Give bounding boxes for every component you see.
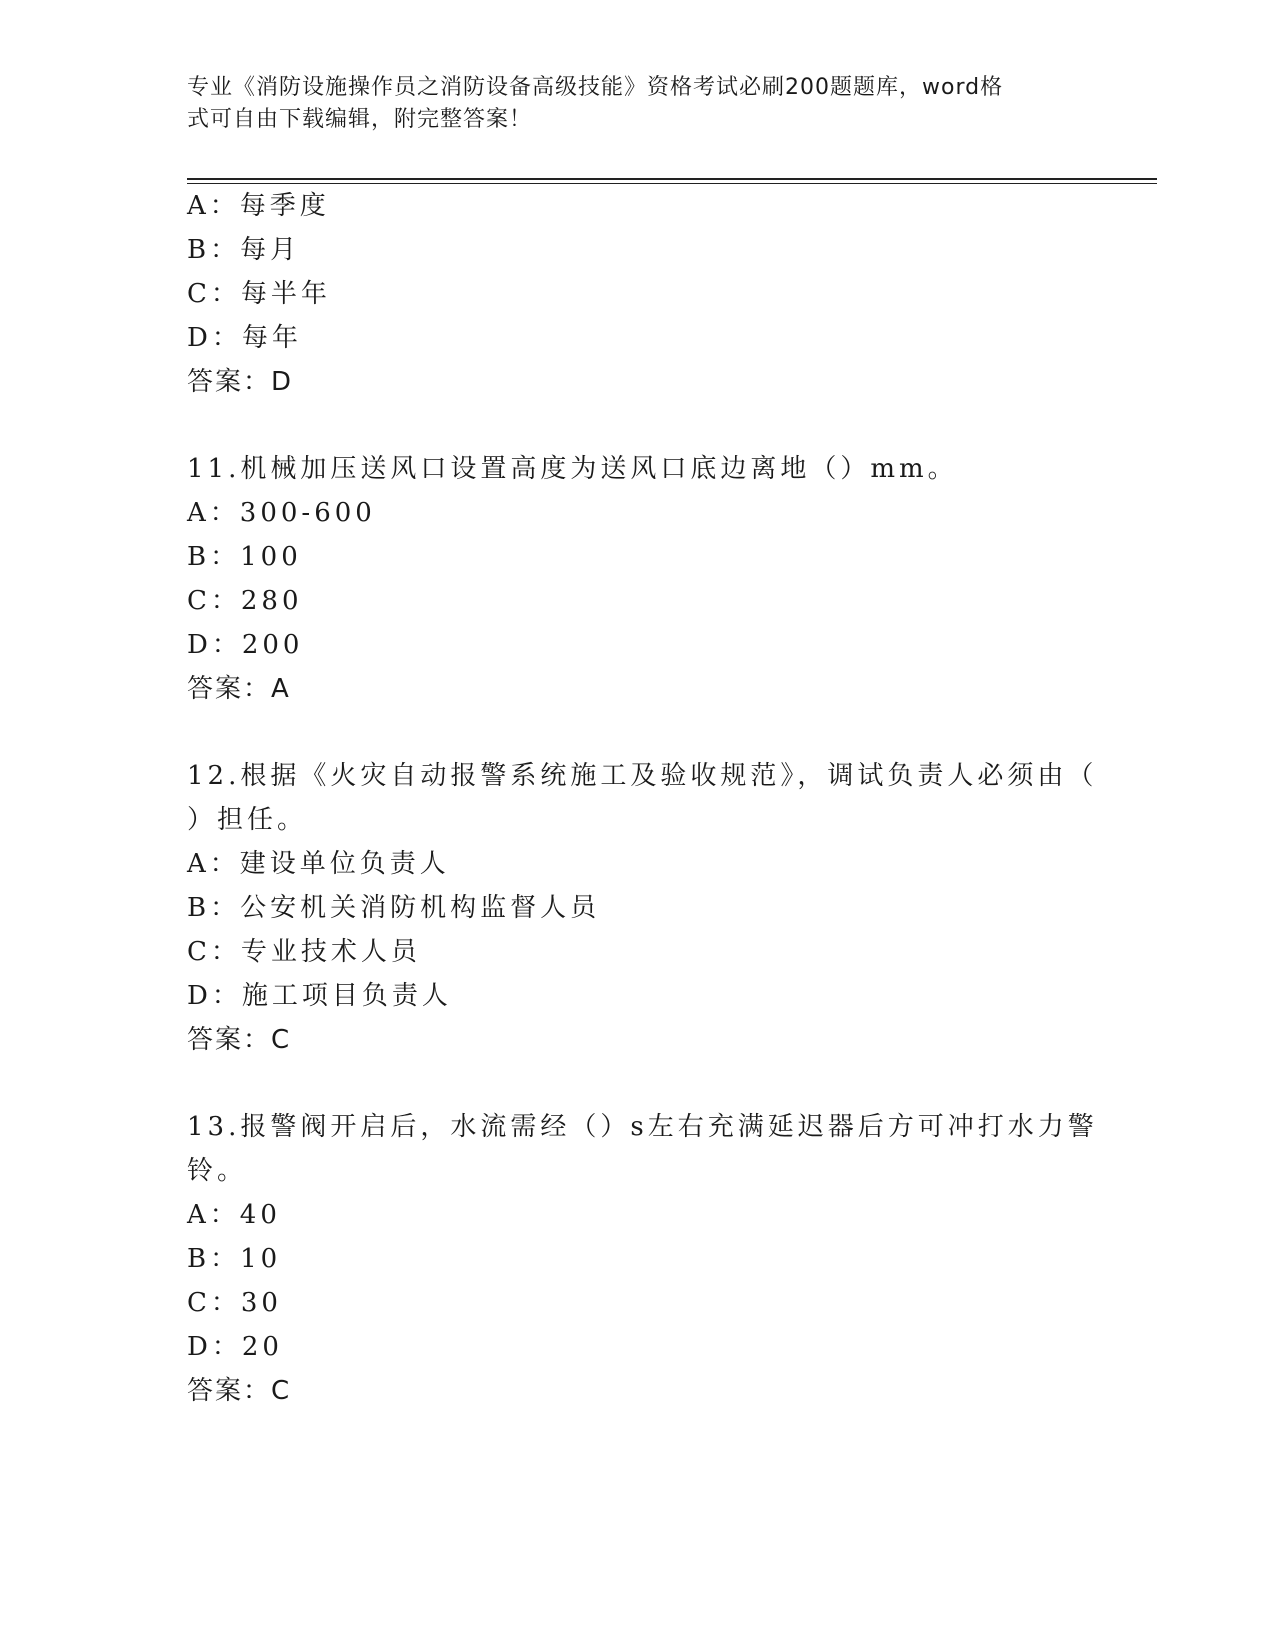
header-divider (187, 178, 1157, 180)
answer-line: 答案：D (187, 367, 294, 397)
option-b: B：100 (187, 542, 302, 572)
option-b: B：公安机关消防机构监督人员 (187, 893, 601, 923)
answer-line: 答案：A (187, 674, 291, 704)
question-13-stem-cont: 铃。 (187, 1156, 248, 1186)
answer-line: 答案：C (187, 1376, 292, 1406)
option-d: D：每年 (187, 323, 302, 353)
option-c: C：30 (187, 1288, 282, 1318)
option-c: C：280 (187, 586, 303, 616)
option-a: A：300-600 (187, 498, 376, 528)
option-d: D：20 (187, 1332, 283, 1362)
question-12-stem-cont: ）担任。 (187, 805, 308, 835)
option-a: A：建设单位负责人 (187, 849, 450, 879)
option-d: D：施工项目负责人 (187, 981, 452, 1011)
header-line: 专业《消防设施操作员之消防设备高级技能》资格考试必刷200题题库，word格 (187, 75, 1004, 100)
question-12-stem: 12.根据《火灾自动报警系统施工及验收规范》，调试负责人必须由（ (187, 761, 1098, 791)
document-header (187, 72, 1067, 136)
option-b: B：每月 (187, 235, 301, 265)
option-c: C：每半年 (187, 279, 331, 309)
option-b: B：10 (187, 1244, 282, 1274)
option-a: A：40 (187, 1200, 281, 1230)
question-11-stem: 11.机械加压送风口设置高度为送风口底边离地（）mm。 (187, 454, 958, 484)
header-line: 式可自由下载编辑，附完整答案！ (187, 107, 533, 132)
header-divider-thin (187, 183, 1157, 184)
answer-line: 答案：C (187, 1025, 292, 1055)
question-13-stem: 13.报警阀开启后，水流需经（）s左右充满延迟器后方可冲打水力警 (187, 1112, 1098, 1142)
option-a: A：每季度 (187, 191, 330, 221)
option-d: D：200 (187, 630, 304, 660)
option-c: C：专业技术人员 (187, 937, 421, 967)
